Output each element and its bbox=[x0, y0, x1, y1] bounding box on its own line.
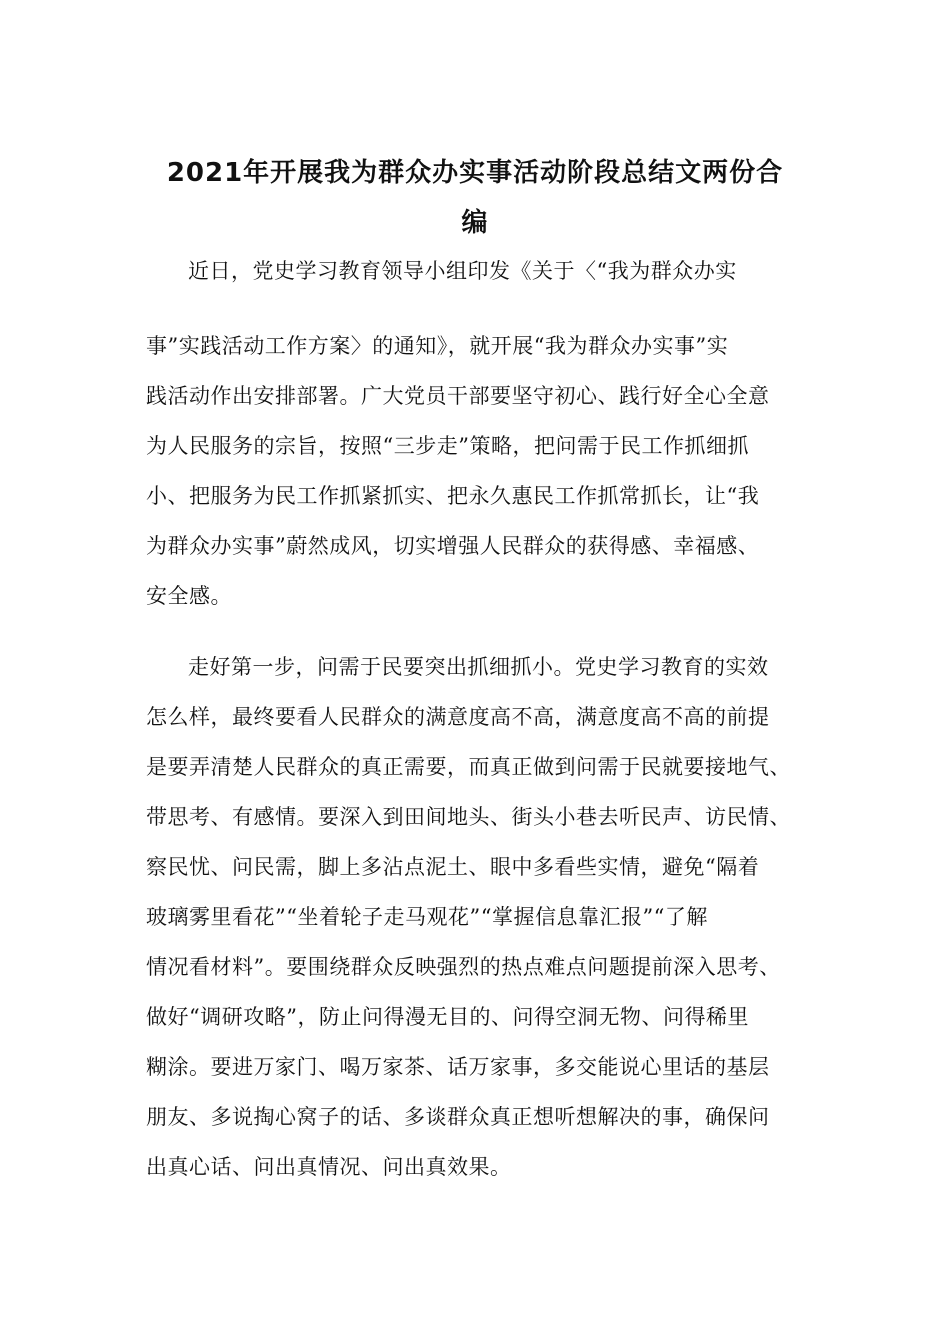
paragraph-1-line: 为群众办实事”蔚然成风，切实增强人民群众的获得感、幸福感、 bbox=[146, 534, 760, 558]
document-title bbox=[140, 148, 810, 248]
paragraph-1-line: 小、把服务为民工作抓紧抓实、把永久惠民工作抓常抓长，让“我 bbox=[146, 484, 760, 508]
paragraph-2-line: 走好第一步，问需于民要突出抓细抓小。党史学习教育的实效 bbox=[188, 655, 769, 679]
paragraph-2-line: 是要弄清楚人民群众的真正需要，而真正做到问需于民就要接地气、 bbox=[146, 755, 791, 779]
paragraph-2-line: 怎么样，最终要看人民群众的满意度高不高，满意度高不高的前提 bbox=[146, 705, 770, 729]
paragraph-1-line: 为人民服务的宗旨，按照“三步走”策略，把问需于民工作抓细抓 bbox=[146, 434, 749, 458]
paragraph-1-line: 事”实践活动工作方案〉的通知》，就开展“我为群众办实事”实 bbox=[146, 334, 729, 358]
title-line-2: 编 bbox=[461, 208, 489, 238]
paragraph-2-line: 糊涂。要进万家门、喝万家茶、话万家事，多交能说心里话的基层 bbox=[146, 1055, 770, 1079]
title-line-1: 2021年开展我为群众办实事活动阶段总结文两份合 bbox=[166, 158, 784, 188]
paragraph-2-line: 出真心话、问出真情况、问出真效果。 bbox=[146, 1155, 512, 1179]
paragraph-1-line: 践活动作出安排部署。广大党员干部要坚守初心、践行好全心全意 bbox=[146, 384, 770, 408]
paragraph-2-line: 朋友、多说掏心窝子的话、多谈群众真正想听想解决的事，确保问 bbox=[146, 1105, 770, 1129]
paragraph-1-line: 安全感。 bbox=[146, 584, 232, 608]
paragraph-1-line: 近日，党史学习教育领导小组印发《关于〈“我为群众办实 bbox=[188, 259, 737, 283]
paragraph-2-line: 察民忧、问民需，脚上多沾点泥土、眼中多看些实情，避免“隔着 bbox=[146, 855, 760, 879]
paragraph-2-line: 情况看材料”。要围绕群众反映强烈的热点难点问题提前深入思考、 bbox=[146, 955, 781, 979]
paragraph-2-line: 做好“调研攻略”，防止问得漫无目的、问得空洞无物、问得稀里 bbox=[146, 1005, 749, 1029]
paragraph-2-line: 带思考、有感情。要深入到田间地头、街头小巷去听民声、访民情、 bbox=[146, 805, 791, 829]
paragraph-2-line: 玻璃雾里看花”“坐着轮子走马观花”“掌握信息靠汇报”“了解 bbox=[146, 905, 708, 929]
